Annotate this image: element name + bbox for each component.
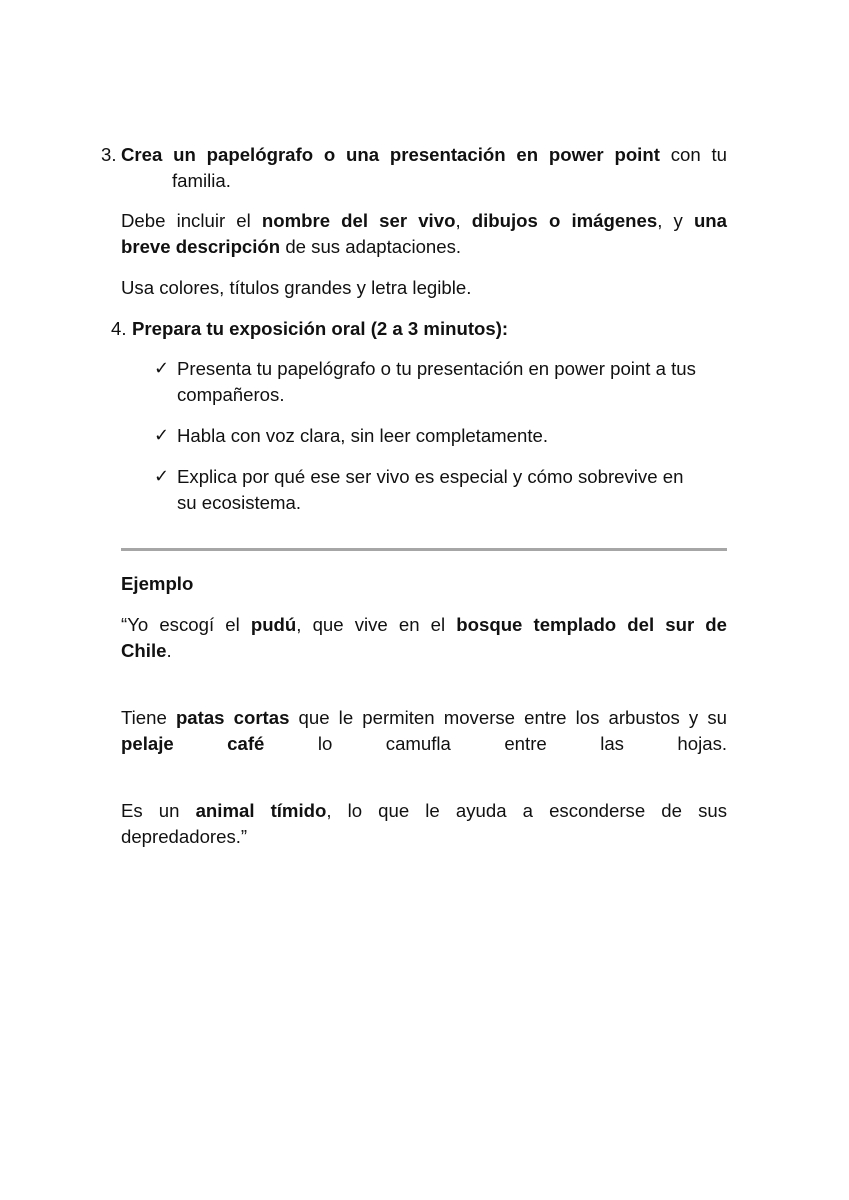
text-run: de sus adaptaciones.: [280, 236, 462, 257]
text-run: lo: [317, 733, 333, 754]
text-run: Es un: [121, 800, 196, 821]
bullet-1-line1: Presenta tu papelógrafo o tu presentación en power point a tus: [177, 358, 696, 379]
bold-run: nombre del ser vivo: [261, 210, 456, 231]
text-run: , lo que le ayuda a esconderse de sus: [326, 800, 727, 821]
text-run: que le permiten moverse entre los arbustos y su: [289, 707, 727, 728]
bold-run: pelaje: [121, 733, 174, 754]
text-run: , que vive en el: [296, 614, 457, 635]
checkmark-icon: ✓: [154, 358, 170, 379]
checkmark-icon: ✓: [154, 466, 170, 487]
checkmark-icon: ✓: [154, 425, 170, 446]
text-run: .: [166, 640, 172, 661]
item-3-heading-rest: con tu: [659, 144, 727, 165]
bold-run: Prepara tu exposición oral (2 a 3 minutos):: [132, 318, 509, 339]
bold-run: bosque templado del sur de: [456, 614, 728, 635]
text-run: hojas.: [677, 733, 728, 754]
text-run: ,: [455, 210, 472, 231]
horizontal-divider: [121, 548, 727, 551]
item-3-number: 3.: [101, 144, 117, 165]
item-3-heading-bold: Crea un papelógrafo o una presentación en power point: [121, 144, 660, 165]
text-run: Debe incluir el: [121, 210, 262, 231]
text-run: , y: [657, 210, 694, 231]
bullet-3-line2: su ecosistema.: [177, 492, 302, 513]
text-run: camufla: [385, 733, 451, 754]
item-4-title: [132, 316, 508, 342]
example-p1-line1: [121, 612, 727, 638]
item-3-para1-line2: [121, 234, 461, 260]
bullet-1-line2: compañeros.: [177, 384, 285, 405]
bold-run: pudú: [250, 614, 297, 635]
bold-run: café: [227, 733, 265, 754]
bullet-2-line1: Habla con voz clara, sin leer completamente.: [177, 425, 549, 446]
bullet-3-line1: Explica por qué ese ser vivo es especial y cómo sobrevive en: [177, 466, 684, 487]
bold-run: patas cortas: [175, 707, 290, 728]
bold-run: animal tímido: [195, 800, 327, 821]
example-p1-line2: [121, 638, 172, 664]
bold-run: dibujos o imágenes: [471, 210, 658, 231]
text-run: las: [600, 733, 624, 754]
example-heading: [121, 571, 193, 597]
item-3-para2: Usa colores, títulos grandes y letra legible.: [121, 277, 472, 298]
example-p2-line2: [121, 731, 727, 757]
bold-run: Chile: [121, 640, 167, 661]
example-p2-line1: [121, 705, 727, 731]
bold-run: una: [693, 210, 728, 231]
item-3-heading-line1: [121, 142, 727, 168]
text-run: Tiene: [121, 707, 176, 728]
example-p3-line1: [121, 798, 727, 824]
example-p3-line2: depredadores.”: [121, 826, 248, 847]
text-run: entre: [504, 733, 547, 754]
bold-run: Ejemplo: [121, 573, 194, 594]
item-4-number: 4.: [111, 318, 127, 339]
text-run: “Yo escogí el: [121, 614, 251, 635]
item-3-heading-line2: familia.: [172, 170, 231, 191]
item-3-para1-line1: [121, 208, 727, 234]
bold-run: breve descripción: [121, 236, 281, 257]
